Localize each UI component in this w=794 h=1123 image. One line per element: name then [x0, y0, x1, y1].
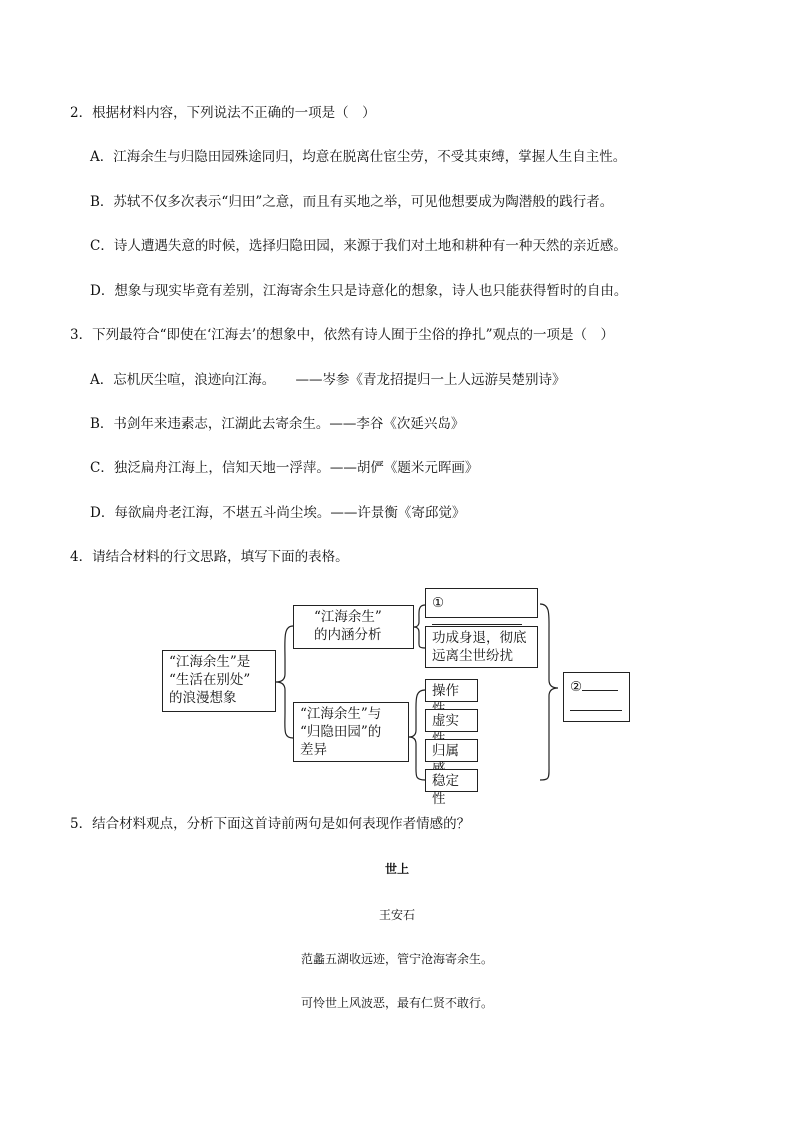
leaf-belonging-label: 归属 [432, 743, 459, 759]
q5-stem: 5．结合材料观点，分析下面这首诗前两句是如何表现作者情感的？ [70, 816, 471, 832]
root-line-3: 的浪漫想象 [169, 690, 237, 706]
q3-option-b: B．书剑年来违素志，江湖此去寄余生。——李谷《次延兴岛》 [90, 416, 465, 432]
q3-option-c: C．独泛扁舟江海上，信知天地一浮萍。——胡俨《题米元晖画》 [90, 460, 479, 476]
poem-title: 世上 [384, 862, 409, 876]
branch-top-line-2: 的内涵分析 [314, 627, 382, 643]
diagram-leaf-top2 [425, 626, 538, 668]
leaf-stability-label: 稳定性 [432, 773, 459, 807]
q2-option-b: B．苏轼不仅多次表示“归田”之意，而且有买地之举，可见他想要成为陶潜般的践行者。 [90, 194, 614, 210]
blank-1-label: ① [432, 595, 445, 611]
q3-stem: 3．下列最符合“即使在‘江海去’的想象中，依然有诗人囿于尘俗的挣扎”观点的一项是（ ） [70, 327, 614, 343]
diagram-leaf-stability [425, 769, 478, 807]
diagram-blank-1-box[interactable] [425, 588, 538, 618]
leaf-reality-label: 虚实 [432, 713, 459, 729]
q3-option-d: D．每欲扁舟老江海，不堪五斗尚尘埃。——许景衡《寄邱觉》 [90, 505, 466, 521]
poem-line-1: 范蠡五湖收远迹，管宁沧海寄余生。 [300, 952, 493, 966]
branch-top-line-1: “江海余生” [314, 609, 382, 625]
diagram-blank-2-box[interactable] [563, 672, 630, 722]
diagram-branch-top [293, 605, 414, 649]
q2-stem: 2．根据材料内容，下列说法不正确的一项是（ ） [70, 105, 376, 121]
blank-2-label: ② [570, 679, 583, 695]
poem-line-2: 可怜世上风波恶，最有仁贤不敢行。 [300, 996, 493, 1010]
poem-author: 王安石 [378, 908, 415, 922]
root-line-2: “生活在别处” [169, 672, 251, 688]
diagram-leaf-operability [425, 679, 478, 702]
diagram-leaf-reality [425, 709, 478, 732]
leaf-top2-line-2: 远离尘世纷扰 [432, 648, 513, 664]
blank-2-line-2[interactable] [570, 698, 622, 711]
q2-option-a: A．江海余生与归隐田园殊途同归，均意在脱离仕宦尘劳，不受其束缚，掌握人生自主性。 [90, 149, 627, 165]
q2-option-c: C．诗人遭遇失意的时候，选择归隐田园，来源于我们对土地和耕种有一种天然的亲近感。 [90, 238, 627, 254]
diagram-root-box [162, 650, 276, 712]
q2-option-d: D．想象与现实毕竟有差别，江海寄余生只是诗意化的想象，诗人也只能获得暂时的自由。 [90, 283, 628, 299]
branch-bottom-line-2: “归隐田园”的 [300, 724, 382, 740]
branch-bottom-line-1: “江海余生”与 [300, 706, 382, 722]
q3-option-a: A．忘机厌尘喧，浪迹向江海。 ——岑参《青龙招提归一上人远游吴楚别诗》 [90, 372, 566, 388]
blank-2-line-1[interactable] [582, 678, 618, 691]
blank-1-line[interactable] [432, 612, 522, 625]
branch-bottom-line-3: 差异 [300, 742, 327, 758]
leaf-top2-line-1: 功成身退，彻底 [432, 630, 527, 646]
diagram-branch-bottom [293, 702, 409, 762]
root-line-1: “江海余生”是 [169, 654, 251, 670]
diagram-leaf-belonging [425, 739, 478, 762]
q4-stem: 4．请结合材料的行文思路，填写下面的表格。 [70, 549, 349, 565]
leaf-operability-label: 操作 [432, 683, 459, 699]
